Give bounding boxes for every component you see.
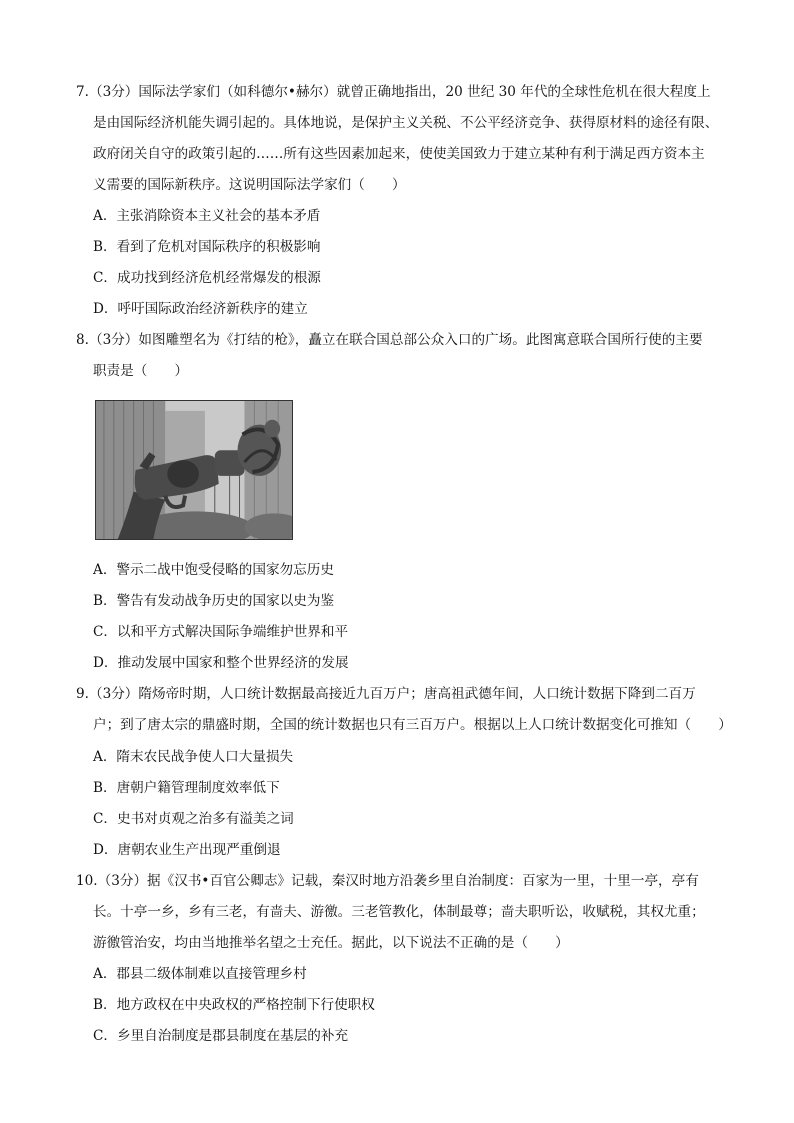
question-7-line-2: 是由国际经济机能失调引起的。具体地说，是保护主义关税、不公平经济竞争、获得原材料的途径有限、: [93, 115, 719, 131]
question-9-option-a[interactable]: A．隋末农民战争使人口大量损失: [93, 749, 294, 765]
question-9-line-1: 9.（3分）隋炀帝时期，人口统计数据最高接近九百万户；唐高祖武德年间，人口统计数据下降到二百万: [76, 686, 696, 702]
question-7-line-1: 7.（3分）国际法学家们（如科德尔•赫尔）就曾正确地指出，20 世纪 30 年代的全球性危机在很大程度上: [76, 84, 711, 100]
question-7-option-d[interactable]: D．呼吁国际政治经济新秩序的建立: [93, 301, 308, 317]
question-10-line-2: 长。十亭一乡，乡有三老，有啬夫、游徼。三老管教化，体制最尊；啬夫职听讼，收赋税，其权尤重；: [93, 904, 705, 920]
question-9-option-d[interactable]: D．唐朝农业生产出现严重倒退: [93, 842, 281, 858]
question-10-option-a[interactable]: A．郡县二级体制难以直接管理乡村: [93, 966, 307, 982]
question-7-option-a[interactable]: A．主张消除资本主义社会的基本矛盾: [93, 208, 321, 224]
question-10-option-c[interactable]: C．乡里自治制度是郡县制度在基层的补充: [93, 1028, 349, 1044]
question-8-line-2: 职责是（ ）: [93, 363, 189, 379]
question-8-option-d[interactable]: D．推动发展中国家和整个世界经济的发展: [93, 655, 349, 671]
question-9-option-b[interactable]: B．唐朝户籍管理制度效率低下: [93, 780, 280, 796]
question-7-line-4: 义需要的国际新秩序。这说明国际法学家们（ ）: [93, 177, 406, 193]
question-8-line-1: 8.（3分）如图雕塑名为《打结的枪》，矗立在联合国总部公众入口的广场。此图寓意联合国所行使的主要: [76, 332, 703, 348]
question-8-option-a[interactable]: A．警示二战中饱受侵略的国家勿忘历史: [93, 562, 334, 578]
question-10-option-b[interactable]: B．地方政权在中央政权的严格控制下行使职权: [93, 997, 375, 1013]
question-10-line-1: 10.（3分）据《汉书•百官公卿志》记载，秦汉时地方沿袭乡里自治制度：百家为一里，十里一亭，亭有: [76, 873, 699, 889]
knotted-gun-sculpture-photo: [95, 400, 293, 540]
question-7-line-3: 政府闭关自守的政策引起的……所有这些因素加起来，使使美国致力于建立某种有利于满足西方资本主: [93, 146, 705, 162]
question-10-line-3: 游徼管治安，均由当地推举名望之士充任。据此，以下说法不正确的是（ ）: [93, 935, 569, 951]
question-8-option-b[interactable]: B．警告有发动战争历史的国家以史为鉴: [93, 593, 335, 609]
question-7-option-c[interactable]: C．成功找到经济危机经常爆发的根源: [93, 270, 321, 286]
question-7-option-b[interactable]: B．看到了危机对国际秩序的积极影响: [93, 239, 321, 255]
question-8-option-c[interactable]: C．以和平方式解决国际争端维护世界和平: [93, 624, 349, 640]
question-9-option-c[interactable]: C．史书对贞观之治多有溢美之词: [93, 811, 294, 827]
question-9-line-2: 户；到了唐太宗的鼎盛时期，全国的统计数据也只有三百万户。根据以上人口统计数据变化可推知（ ）: [93, 717, 732, 733]
